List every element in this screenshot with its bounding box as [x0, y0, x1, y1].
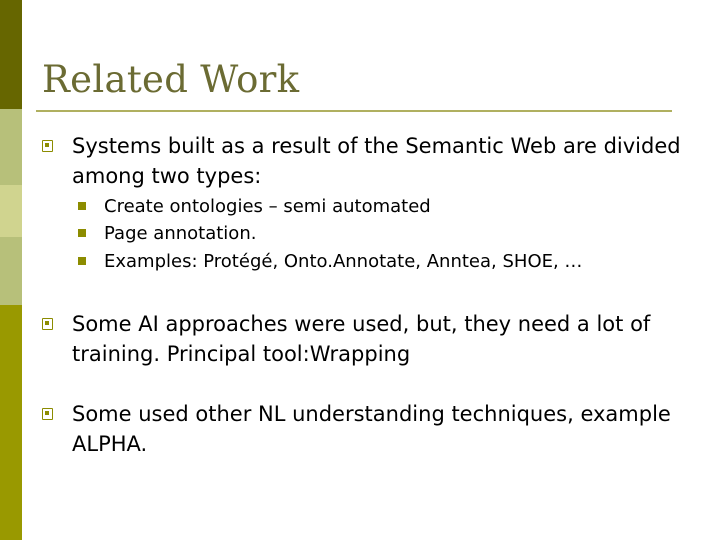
- square-bullet-icon: [42, 140, 53, 152]
- sidebar-segment: [0, 109, 22, 185]
- square-bullet-icon: [42, 408, 53, 420]
- sub-bullet-text: Examples: Protégé, Onto.Annotate, Anntea, SHOE, …: [104, 251, 583, 272]
- square-bullet-icon: [42, 318, 53, 330]
- sidebar-segment: [0, 305, 22, 540]
- bullet-text: Systems built as a result of the Semantic Web are divided among two types:: [72, 134, 681, 188]
- bullet-text: Some AI approaches were used, but, they need a lot of training. Principal tool:Wrapping: [72, 312, 651, 366]
- sidebar-segment: [0, 0, 22, 109]
- slide-title: Related Work: [42, 58, 300, 101]
- filled-square-bullet-icon: [78, 229, 86, 237]
- bullet-text: Some used other NL understanding techniques, example ALPHA.: [72, 402, 671, 456]
- sidebar-segment: [0, 237, 22, 305]
- sidebar-segment: [0, 185, 22, 237]
- sub-bullet-text: Create ontologies – semi automated: [104, 196, 431, 217]
- decorative-sidebar: [0, 0, 22, 540]
- filled-square-bullet-icon: [78, 202, 86, 210]
- filled-square-bullet-icon: [78, 257, 86, 265]
- title-underline: [36, 110, 672, 112]
- sub-bullet-text: Page annotation.: [104, 223, 257, 244]
